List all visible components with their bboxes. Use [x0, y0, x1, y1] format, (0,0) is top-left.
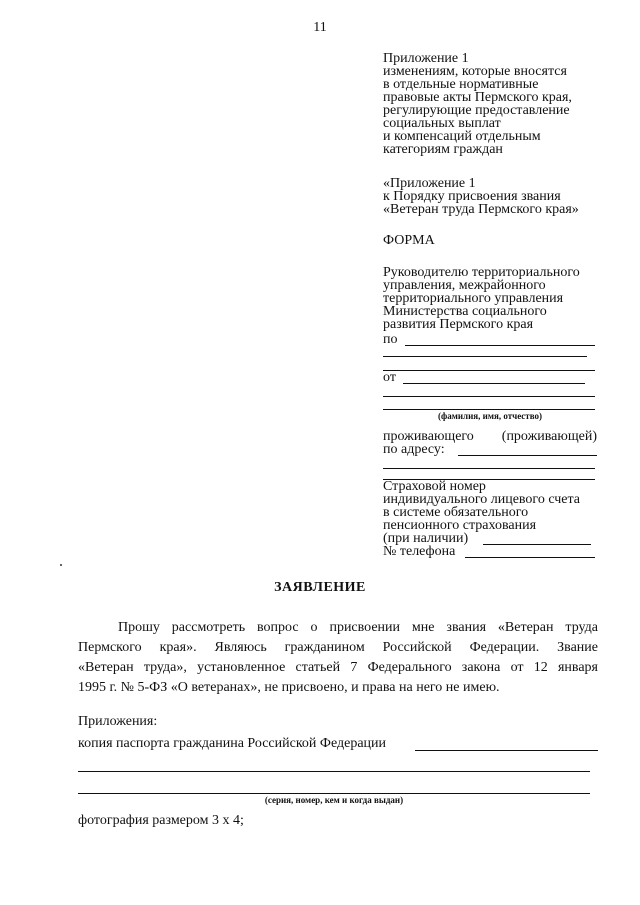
appendix-header-line: изменениям, которые вносятся — [383, 64, 567, 79]
addressee-line: управления, межрайонного — [383, 278, 546, 293]
statement-line: «Ветеран труда», установленное статьей 7 Федерального закона от 12 января — [78, 660, 598, 675]
po-row — [383, 333, 597, 347]
phone-field[interactable] — [465, 557, 595, 558]
addressee-line: Руководителю территориального — [383, 265, 580, 280]
appendix-sub-line: «Приложение 1 — [383, 176, 476, 191]
fio-caption: (фамилия, имя, отчество) — [437, 411, 543, 421]
address-field[interactable] — [458, 455, 597, 456]
snils-line: индивидуального лицевого счета — [383, 492, 581, 507]
address-label: по адресу: — [383, 442, 445, 457]
passport-field-line-3[interactable] — [78, 793, 590, 794]
from-label: от — [383, 370, 396, 385]
statement-title: ЗАЯВЛЕНИЕ — [274, 580, 366, 595]
address-field-line-2[interactable] — [383, 468, 595, 469]
address-row — [383, 443, 597, 457]
snils-line: пенсионного страхования — [383, 518, 537, 533]
appendix-header-line: и компенсаций отдельным — [383, 129, 541, 144]
snils-line: в системе обязательного — [383, 505, 529, 520]
appendix-sub — [383, 177, 597, 216]
form-label: ФОРМА — [383, 233, 435, 248]
residing-label: проживающего (проживающей) — [383, 429, 597, 444]
attachment-passport: копия паспорта гражданина Российской Федерации — [78, 736, 387, 751]
appendix-header-line: правовые акты Пермского края, — [383, 90, 572, 105]
appendix-sub-line: «Ветеран труда Пермского края» — [383, 202, 579, 217]
from-field-line-2[interactable] — [383, 396, 595, 397]
statement-line: 1995 г. № 5-ФЗ «О ветеранах», не присвоено, и права на него не имею. — [78, 680, 500, 695]
from-field[interactable] — [403, 383, 585, 384]
addressee-line: развития Пермского края — [383, 317, 534, 332]
appendix-header-line: регулирующие предоставление — [383, 103, 570, 118]
addressee-line: Министерства социального — [383, 304, 547, 319]
phone-label: № телефона — [383, 544, 456, 559]
po-label: по — [383, 332, 398, 347]
attachments-label: Приложения: — [78, 714, 158, 729]
passport-caption: (серия, номер, кем и когда выдан) — [264, 795, 404, 805]
snils-line: Страховой номер — [383, 479, 486, 494]
attachment-photo: фотография размером 3 х 4; — [78, 813, 244, 828]
from-row — [383, 371, 597, 385]
passport-field[interactable] — [415, 750, 598, 751]
appendix-header — [383, 52, 597, 156]
snils-if-any-label: (при наличии) — [383, 531, 469, 546]
addressee-block — [383, 266, 597, 331]
po-field[interactable] — [405, 345, 595, 346]
addressee-line: территориального управления — [383, 291, 564, 306]
appendix-header-line: в отдельные нормативные — [383, 77, 539, 92]
from-field-line-3[interactable] — [383, 409, 595, 410]
statement-body — [78, 618, 598, 698]
po-field-line-2[interactable] — [383, 356, 587, 357]
statement-line: Прошу рассмотреть вопрос о присвоении мне звания «Ветеран труда — [118, 620, 598, 635]
passport-field-line-2[interactable] — [78, 771, 590, 772]
page-number: 11 — [313, 20, 327, 35]
stray-dot — [60, 564, 62, 566]
appendix-header-line: Приложение 1 — [383, 51, 469, 66]
appendix-header-line: социальных выплат — [383, 116, 501, 131]
statement-line: Пермского края». Являюсь гражданином Российской Федерации. Звание — [78, 640, 598, 655]
phone-row — [383, 545, 597, 559]
appendix-header-line: категориям граждан — [383, 142, 503, 157]
appendix-sub-line: к Порядку присвоения звания — [383, 189, 561, 204]
snils-block — [383, 480, 597, 532]
